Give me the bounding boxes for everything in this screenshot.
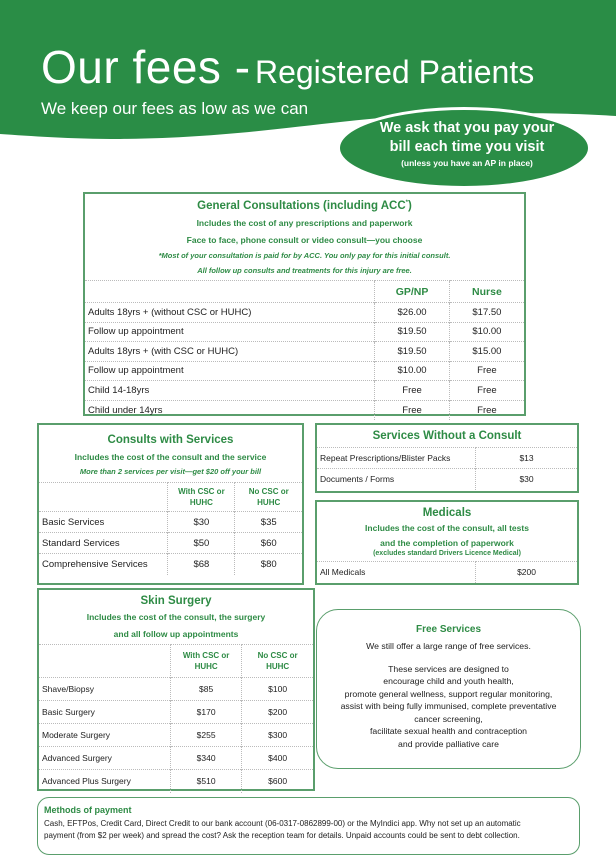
column-header xyxy=(85,281,375,303)
row-label: Shave/Biopsy xyxy=(39,678,171,701)
fee-nurse: Free xyxy=(449,381,524,401)
fee-nurse: Free xyxy=(449,361,524,381)
payment-line-1: Cash, EFTPos, Credit Card, Direct Credit to our bank account (06-0317-0862899-00) or the MyIndici app. Why not set up an automatic xyxy=(44,819,521,828)
payment-text xyxy=(44,818,573,842)
title-main: Our fees - xyxy=(41,41,251,93)
reminder-line-2: bill each time you visit xyxy=(389,139,545,155)
fee-without: $200 xyxy=(242,701,313,724)
table-row xyxy=(39,512,302,533)
row-label: Moderate Surgery xyxy=(39,724,171,747)
column-header-no-csc: No CSC or HUHC xyxy=(242,645,313,678)
page-title xyxy=(41,40,534,94)
cws-note: More than 2 services per visit—get $20 off your bill xyxy=(79,467,262,476)
free-service-line: encourage child and youth health, xyxy=(383,676,514,686)
table-row xyxy=(85,322,524,342)
payment-title: Methods of payment xyxy=(44,805,132,815)
column-header-nurse: Nurse xyxy=(449,281,524,303)
fee-nurse: Free xyxy=(449,400,524,420)
table-row xyxy=(39,701,313,724)
row-label: Repeat Prescriptions/Blister Packs xyxy=(317,448,476,469)
fee-without: $100 xyxy=(242,678,313,701)
fee-without: $600 xyxy=(242,770,313,793)
reminder-line-3: (unless you have an AP in place) xyxy=(401,158,533,168)
table-header-row xyxy=(39,645,313,678)
fee-with: $68 xyxy=(168,554,235,575)
swc-title: Services Without a Consult xyxy=(372,430,522,442)
row-label: Standard Services xyxy=(39,533,168,554)
free-service-line: cancer screening, xyxy=(414,713,483,724)
medicals-fees-table xyxy=(317,561,577,583)
column-header-no-csc: No CSC or HUHC xyxy=(235,483,302,512)
free-services-list xyxy=(317,663,580,751)
fee-nurse: $15.00 xyxy=(449,342,524,362)
row-label: Comprehensive Services xyxy=(39,554,168,575)
general-note-2: All follow up consults and treatments for this injury are free. xyxy=(197,266,412,275)
table-row xyxy=(85,361,524,381)
fee-with: $255 xyxy=(171,724,242,747)
general-sub-1: Includes the cost of any prescriptions and paperwork xyxy=(196,218,413,228)
column-header-gp: GP/NP xyxy=(375,281,450,303)
table-row xyxy=(85,303,524,323)
general-note-1: *Most of your consultation is paid for by ACC. You only pay for this initial consult. xyxy=(158,251,451,260)
skin-sub-2: and all follow up appointments xyxy=(113,629,239,639)
fee-with: $30 xyxy=(168,512,235,533)
row-label: Adults 18yrs + (with CSC or HUHC) xyxy=(85,342,375,362)
skin-surgery-box xyxy=(37,588,315,791)
row-label: All Medicals xyxy=(317,562,476,583)
medicals-box xyxy=(315,500,579,585)
table-row xyxy=(317,469,577,490)
consults-with-services-box xyxy=(37,423,304,585)
fee-with: $50 xyxy=(168,533,235,554)
row-label: Basic Surgery xyxy=(39,701,171,724)
table-row xyxy=(39,554,302,575)
fee-gp: Free xyxy=(375,381,450,401)
general-consultations-box xyxy=(83,192,526,416)
fee-price: $13 xyxy=(476,448,577,469)
fee-without: $300 xyxy=(242,724,313,747)
table-row xyxy=(39,724,313,747)
header-banner xyxy=(0,0,616,200)
payment-line-2: payment (from $2 per week) and spread the cost? Ask the reception team for details. Unpaid accounts could be sent to debt collection. xyxy=(44,831,520,840)
free-service-line: and provide palliative care xyxy=(398,738,499,749)
medicals-sub-2: and the completion of paperwork xyxy=(380,538,514,548)
table-row xyxy=(85,381,524,401)
fee-without: $60 xyxy=(235,533,302,554)
medicals-note: (excludes standard Drivers Licence Medical) xyxy=(373,550,521,557)
skin-title: Skin Surgery xyxy=(140,595,212,607)
cws-fees-table xyxy=(39,482,302,575)
row-label: Follow up appointment xyxy=(85,322,375,342)
table-row xyxy=(85,342,524,362)
table-row xyxy=(39,770,313,793)
column-header-with-csc: With CSC or HUHC xyxy=(168,483,235,512)
column-header-with-csc: With CSC or HUHC xyxy=(171,645,242,678)
payment-methods-box xyxy=(37,797,580,855)
row-label: Documents / Forms xyxy=(317,469,476,490)
row-label: Child under 14yrs xyxy=(85,400,375,420)
fee-price: $30 xyxy=(476,469,577,490)
fee-gp: $26.00 xyxy=(375,303,450,323)
general-title: General Consultations (including ACC*) xyxy=(197,200,412,212)
fee-with: $85 xyxy=(171,678,242,701)
table-row xyxy=(39,678,313,701)
medicals-sub-1: Includes the cost of the consult, all tests xyxy=(365,523,529,533)
free-service-line: These services are designed to xyxy=(388,663,509,674)
payment-reminder xyxy=(345,119,589,169)
table-row xyxy=(39,747,313,770)
row-label: Follow up appointment xyxy=(85,361,375,381)
row-label: Child 14-18yrs xyxy=(85,381,375,401)
free-service-line: facilitate sexual health and contraception xyxy=(370,726,527,736)
services-without-consult-box xyxy=(315,423,579,493)
fee-gp: $19.50 xyxy=(375,322,450,342)
free-intro: We still offer a large range of free services. xyxy=(366,641,531,651)
fee-with: $510 xyxy=(171,770,242,793)
title-rest: Registered Patients xyxy=(254,54,535,90)
fee-without: $80 xyxy=(235,554,302,575)
swc-fees-table xyxy=(317,447,577,490)
fee-with: $170 xyxy=(171,701,242,724)
table-header-row xyxy=(39,483,302,512)
fee-without: $35 xyxy=(235,512,302,533)
table-row xyxy=(85,400,524,420)
free-service-line: assist with being fully immunised, complete preventative xyxy=(340,701,557,711)
fee-nurse: $10.00 xyxy=(449,322,524,342)
fee-price: $200 xyxy=(476,562,577,583)
general-fees-table xyxy=(85,280,524,420)
skin-sub-1: Includes the cost of the consult, the surgery xyxy=(86,612,266,622)
free-services-box xyxy=(316,609,581,769)
fee-gp: Free xyxy=(375,400,450,420)
fee-gp: $10.00 xyxy=(375,361,450,381)
page-subtitle: We keep our fees as low as we can xyxy=(41,99,309,118)
skin-fees-table xyxy=(39,644,313,793)
fee-without: $400 xyxy=(242,747,313,770)
cws-sub: Includes the cost of the consult and the service xyxy=(74,452,267,462)
row-label: Adults 18yrs + (without CSC or HUHC) xyxy=(85,303,375,323)
table-row xyxy=(317,562,577,583)
medicals-title: Medicals xyxy=(422,507,472,519)
table-header-row xyxy=(85,281,524,303)
reminder-line-1: We ask that you pay your xyxy=(379,120,555,136)
table-row xyxy=(317,448,577,469)
row-label: Advanced Surgery xyxy=(39,747,171,770)
fee-gp: $19.50 xyxy=(375,342,450,362)
free-title: Free Services xyxy=(415,624,482,635)
general-sub-2: Face to face, phone consult or video consult—you choose xyxy=(186,235,423,245)
table-row xyxy=(39,533,302,554)
cws-title: Consults with Services xyxy=(107,434,234,446)
fee-nurse: $17.50 xyxy=(449,303,524,323)
free-service-line: promote general wellness, support regular monitoring, xyxy=(344,688,553,699)
row-label: Basic Services xyxy=(39,512,168,533)
row-label: Advanced Plus Surgery xyxy=(39,770,171,793)
fee-with: $340 xyxy=(171,747,242,770)
